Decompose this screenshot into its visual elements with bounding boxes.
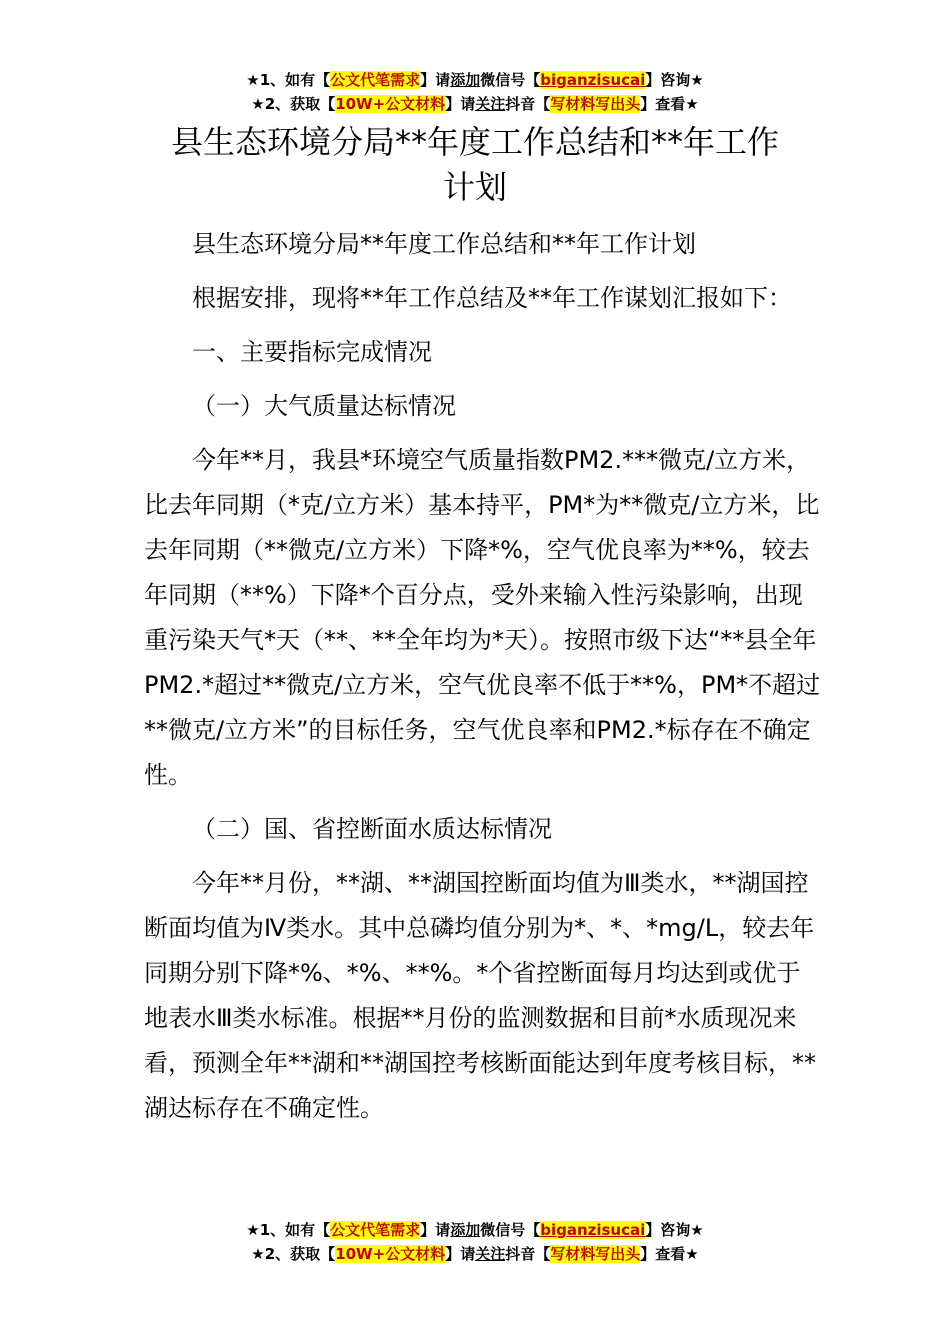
banner-text: 微信号【	[480, 71, 541, 89]
banner-underlined-text: 关注	[475, 95, 506, 113]
banner-text: 抖音【	[505, 95, 551, 113]
banner-highlight: 公文代笔需求	[330, 71, 421, 89]
banner-highlight: 10W+公文材料	[335, 1245, 446, 1263]
document-title-line-2: 计划	[442, 168, 507, 206]
paragraph-water-quality: 今年**月份，**湖、**湖国控断面均值为Ⅲ类水，**湖国控断面均值为Ⅳ类水。其中总磷均值分别为*、*、*mg/L，较去年同期分别下降*%、*%、**%。*个省控断面每月均达到或优于地表水Ⅲ类水标准。根据**月份的监测数据和目前*水质现况来看，预测全年**湖和**湖国控考核断面能达到年度考核目标，**湖达标存在不确定性。	[144, 869, 816, 1122]
banner-highlight: 10W+公文材料	[335, 95, 446, 113]
paragraph-air-quality: 今年**月，我县*环境空气质量指数PM2.***微克/立方米，比去年同期（*克/立方米）基本持平，PM*为**微克/立方米，比去年同期（**微克/立方米）下降*%，空气优良率为**%，较去年同期（**%）下降*个百分点，受外来输入性污染影响，出现重污染天气*天（**、**全年均为*天）。按照市级下达“**县全年PM2.*超过**微克/立方米，空气优良率不低于**%，PM*不超过**微克/立方米”的目标任务，空气优良率和PM2.*标存在不确定性。	[144, 446, 821, 789]
section-heading: 一、主要指标完成情况	[192, 338, 432, 366]
subsection-heading: （二）国、省控断面水质达标情况	[192, 815, 552, 843]
banner-text: 】请	[420, 1221, 451, 1239]
banner-text: ★1、如有【	[246, 71, 331, 89]
banner-text: ★1、如有【	[246, 1221, 331, 1239]
banner-wechat-id: biganzisucai	[540, 1221, 646, 1239]
banner-text: 】请	[445, 1245, 476, 1263]
document-title	[130, 120, 820, 210]
banner-highlight: 公文代笔需求	[330, 1221, 421, 1239]
header-banner	[0, 68, 950, 116]
banner-text: ★2、获取【	[251, 1245, 336, 1263]
banner-text: 】查看★	[640, 95, 699, 113]
banner-wechat-id: biganzisucai	[540, 71, 646, 89]
banner-underlined-text: 添加	[450, 71, 481, 89]
footer-banner	[0, 1218, 950, 1266]
banner-douyin-id: 写材料写出头	[550, 1245, 641, 1263]
banner-line-1	[0, 68, 950, 92]
banner-text: 微信号【	[480, 1221, 541, 1239]
banner-text: 】咨询★	[645, 71, 704, 89]
banner-text: 抖音【	[505, 1245, 551, 1263]
subsection-heading: （一）大气质量达标情况	[192, 392, 456, 420]
banner-douyin-id: 写材料写出头	[550, 95, 641, 113]
banner-line-1	[0, 1218, 950, 1242]
banner-line-2	[0, 1242, 950, 1266]
banner-text: 】查看★	[640, 1245, 699, 1263]
banner-text: 】请	[445, 95, 476, 113]
banner-text: ★2、获取【	[251, 95, 336, 113]
document-body	[144, 222, 824, 1131]
paragraph-subtitle: 县生态环境分局**年度工作总结和**年工作计划	[192, 230, 696, 258]
banner-text: 】咨询★	[645, 1221, 704, 1239]
banner-underlined-text: 添加	[450, 1221, 481, 1239]
document-title-line-1: 县生态环境分局**年度工作总结和**年工作	[170, 123, 779, 161]
banner-text: 】请	[420, 71, 451, 89]
banner-underlined-text: 关注	[475, 1245, 506, 1263]
paragraph-intro: 根据安排，现将**年工作总结及**年工作谋划汇报如下：	[192, 284, 792, 312]
banner-line-2	[0, 92, 950, 116]
